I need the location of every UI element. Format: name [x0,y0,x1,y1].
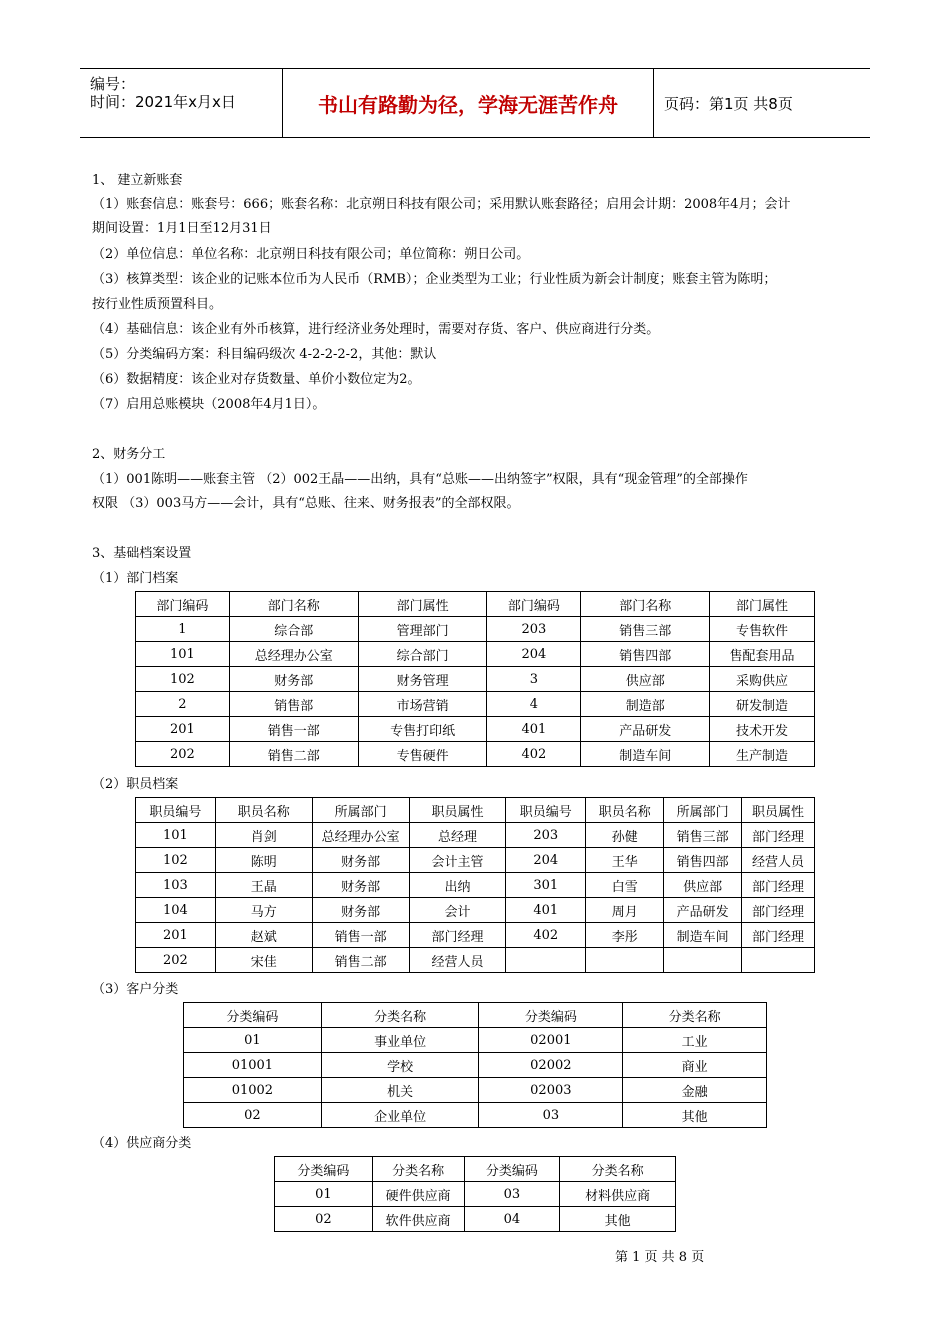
supp-header-cell: 分类名称 [560,1157,676,1182]
motto: 书山有路勤为径，学海无涯苦作舟 [283,69,654,137]
table-row [136,898,815,923]
staff-cell: 经营人员 [742,848,815,873]
supp-header-cell: 分类编码 [275,1157,373,1182]
table-row [136,617,815,642]
code-label: 编号： [90,75,136,93]
supp-cell: 其他 [560,1207,676,1232]
page-header [80,68,870,138]
staff-cell: 销售四部 [664,848,742,873]
s1-line3b: 按行业性质预置科目。 [92,297,223,312]
staff-cell: 204 [506,848,586,873]
staff-cell: 销售一部 [312,923,409,948]
staff-cell: 总经理 [409,823,506,848]
supp-cell: 硬件供应商 [372,1182,464,1207]
dept-cell: 专售打印纸 [358,717,487,742]
table-row [136,948,815,973]
staff-cell: 总经理办公室 [312,823,409,848]
s1-line1b: 期间设置：1月1日至12月31日 [92,221,272,236]
staff-cell [664,948,742,973]
staff-cell: 李彤 [586,923,664,948]
staff-cell: 宋佳 [215,948,312,973]
dept-table [135,591,815,767]
dept-header-cell: 部门属性 [358,592,487,617]
dept-cell: 技术开发 [710,717,815,742]
staff-cell: 经营人员 [409,948,506,973]
dept-title: （1）部门档案 [92,571,179,586]
s1-line6: （6）数据精度：该企业对存货数量、单价小数位定为2。 [92,372,421,387]
dept-cell: 402 [487,742,581,767]
dept-cell: 204 [487,642,581,667]
table-row [136,717,815,742]
dept-header-cell: 部门名称 [229,592,358,617]
staff-cell: 财务部 [312,898,409,923]
dept-header-cell: 部门名称 [581,592,710,617]
page-label: 页码：第1页 共8页 [664,94,793,113]
staff-cell: 制造车间 [664,923,742,948]
dept-cell: 财务部 [229,667,358,692]
table-row [136,848,815,873]
s1-line1a: （1）账套信息：账套号：666；账套名称：北京朔日科技有限公司；采用默认账套路径；启用会计期：2008年4月；会计 [92,197,791,212]
section1-title: 1、 建立新账套 [92,173,183,188]
supp-title: （4）供应商分类 [92,1136,192,1151]
staff-header-cell: 职员编号 [136,798,216,823]
staff-cell: 马方 [215,898,312,923]
supp-cell: 04 [464,1207,560,1232]
s2-line2: 权限 （3）003马方——会计，具有“总账、往来、财务报表”的全部权限。 [92,496,520,511]
dept-cell: 制造车间 [581,742,710,767]
supp-cell: 02 [275,1207,373,1232]
supp-cell: 03 [464,1182,560,1207]
section3-title: 3、基础档案设置 [92,546,192,561]
staff-cell: 王晶 [215,873,312,898]
dept-cell: 202 [136,742,230,767]
cust-cell: 其他 [623,1103,767,1128]
table-row [275,1207,676,1232]
cust-cell: 企业单位 [321,1103,479,1128]
cust-cell: 02003 [479,1078,623,1103]
cust-cell: 机关 [321,1078,479,1103]
staff-cell: 103 [136,873,216,898]
supp-table [274,1156,676,1232]
cust-cell: 01002 [184,1078,322,1103]
cust-cell: 事业单位 [321,1028,479,1053]
dept-cell: 销售一部 [229,717,358,742]
cust-header-cell: 分类编码 [184,1003,322,1028]
table-row [136,667,815,692]
supp-cell: 材料供应商 [560,1182,676,1207]
table-row [275,1182,676,1207]
staff-cell: 赵斌 [215,923,312,948]
table-row [136,642,815,667]
cust-cell: 工业 [623,1028,767,1053]
table-row [184,1028,767,1053]
staff-cell: 财务部 [312,848,409,873]
table-row [136,923,815,948]
staff-cell: 部门经理 [409,923,506,948]
s1-line3a: （3）核算类型：该企业的记账本位币为人民币（RMB）；企业类型为工业；行业性质为新会计制度；账套主管为陈明； [92,272,777,287]
dept-cell: 管理部门 [358,617,487,642]
cust-header-cell: 分类名称 [321,1003,479,1028]
table-row [184,1053,767,1078]
staff-header-cell: 所属部门 [312,798,409,823]
staff-header-cell: 职员编号 [506,798,586,823]
s1-line2: （2）单位信息：单位名称：北京朔日科技有限公司；单位简称：朔日公司。 [92,247,530,262]
dept-cell: 制造部 [581,692,710,717]
dept-cell: 401 [487,717,581,742]
dept-cell: 供应部 [581,667,710,692]
staff-cell: 孙健 [586,823,664,848]
supp-header-cell: 分类编码 [464,1157,560,1182]
staff-cell: 101 [136,823,216,848]
dept-cell: 采购供应 [710,667,815,692]
cust-cell: 商业 [623,1053,767,1078]
staff-cell [586,948,664,973]
staff-cell: 出纳 [409,873,506,898]
header-meta [80,69,283,137]
cust-header-cell: 分类编码 [479,1003,623,1028]
cust-cell: 02002 [479,1053,623,1078]
staff-table [135,797,815,973]
dept-cell: 产品研发 [581,717,710,742]
dept-cell: 总经理办公室 [229,642,358,667]
staff-cell [742,948,815,973]
dept-cell: 203 [487,617,581,642]
cust-cell: 01001 [184,1053,322,1078]
dept-cell: 专售软件 [710,617,815,642]
cust-table [183,1002,767,1128]
dept-cell: 综合部 [229,617,358,642]
staff-cell: 产品研发 [664,898,742,923]
staff-cell: 202 [136,948,216,973]
staff-header-cell: 职员名称 [215,798,312,823]
staff-cell: 白雪 [586,873,664,898]
staff-cell: 供应部 [664,873,742,898]
staff-cell: 周月 [586,898,664,923]
cust-header-cell: 分类名称 [623,1003,767,1028]
staff-cell: 104 [136,898,216,923]
dept-cell: 销售二部 [229,742,358,767]
dept-cell: 财务管理 [358,667,487,692]
page-footer: 第 1 页 共 8 页 [615,1250,705,1265]
dept-header-cell: 部门编码 [136,592,230,617]
staff-title: （2）职员档案 [92,777,179,792]
dept-cell: 销售部 [229,692,358,717]
dept-cell: 销售四部 [581,642,710,667]
dept-header-cell: 部门编码 [487,592,581,617]
staff-cell: 王华 [586,848,664,873]
cust-cell: 02 [184,1103,322,1128]
dept-cell: 1 [136,617,230,642]
time-label: 时间：2021年x月x日 [90,93,236,111]
cust-cell: 01 [184,1028,322,1053]
table-row [136,823,815,848]
staff-cell: 肖剑 [215,823,312,848]
staff-cell: 401 [506,898,586,923]
staff-cell: 部门经理 [742,823,815,848]
dept-header-row [136,592,815,617]
supp-header-row [275,1157,676,1182]
dept-cell: 市场营销 [358,692,487,717]
staff-cell: 201 [136,923,216,948]
table-row [184,1078,767,1103]
staff-header-row [136,798,815,823]
table-row [184,1103,767,1128]
staff-cell: 陈明 [215,848,312,873]
table-row [136,692,815,717]
cust-cell: 02001 [479,1028,623,1053]
staff-cell: 402 [506,923,586,948]
dept-cell: 研发制造 [710,692,815,717]
dept-cell: 销售三部 [581,617,710,642]
staff-header-cell: 职员名称 [586,798,664,823]
table-row [136,873,815,898]
staff-header-cell: 职员属性 [409,798,506,823]
s1-line7: （7）启用总账模块（2008年4月1日）。 [92,397,326,412]
dept-cell: 102 [136,667,230,692]
staff-cell: 销售三部 [664,823,742,848]
supp-cell: 软件供应商 [372,1207,464,1232]
staff-header-cell: 职员属性 [742,798,815,823]
s1-line4: （4）基础信息：该企业有外币核算，进行经济业务处理时，需要对存货、客户、供应商进行分类。 [92,322,660,337]
staff-cell: 财务部 [312,873,409,898]
staff-cell [506,948,586,973]
cust-title: （3）客户分类 [92,982,179,997]
supp-cell: 01 [275,1182,373,1207]
dept-cell: 4 [487,692,581,717]
dept-cell: 201 [136,717,230,742]
staff-cell: 301 [506,873,586,898]
staff-cell: 203 [506,823,586,848]
dept-cell: 3 [487,667,581,692]
staff-cell: 102 [136,848,216,873]
dept-cell: 2 [136,692,230,717]
dept-cell: 综合部门 [358,642,487,667]
staff-cell: 部门经理 [742,873,815,898]
dept-cell: 生产制造 [710,742,815,767]
staff-cell: 部门经理 [742,898,815,923]
s2-line1: （1）001陈明——账套主管 （2）002王晶——出纳，具有“总账——出纳签字”权限，具有“现金管理”的全部操作 [92,472,748,487]
supp-header-cell: 分类名称 [372,1157,464,1182]
dept-cell: 专售硬件 [358,742,487,767]
dept-cell: 售配套用品 [710,642,815,667]
cust-cell: 金融 [623,1078,767,1103]
cust-header-row [184,1003,767,1028]
section2-title: 2、财务分工 [92,447,166,462]
cust-cell: 学校 [321,1053,479,1078]
staff-cell: 部门经理 [742,923,815,948]
s1-line5: （5）分类编码方案：科目编码级次 4-2-2-2-2，其他：默认 [92,347,437,362]
table-row [136,742,815,767]
staff-cell: 会计主管 [409,848,506,873]
cust-cell: 03 [479,1103,623,1128]
staff-cell: 销售二部 [312,948,409,973]
dept-header-cell: 部门属性 [710,592,815,617]
staff-header-cell: 所属部门 [664,798,742,823]
staff-cell: 会计 [409,898,506,923]
dept-cell: 101 [136,642,230,667]
